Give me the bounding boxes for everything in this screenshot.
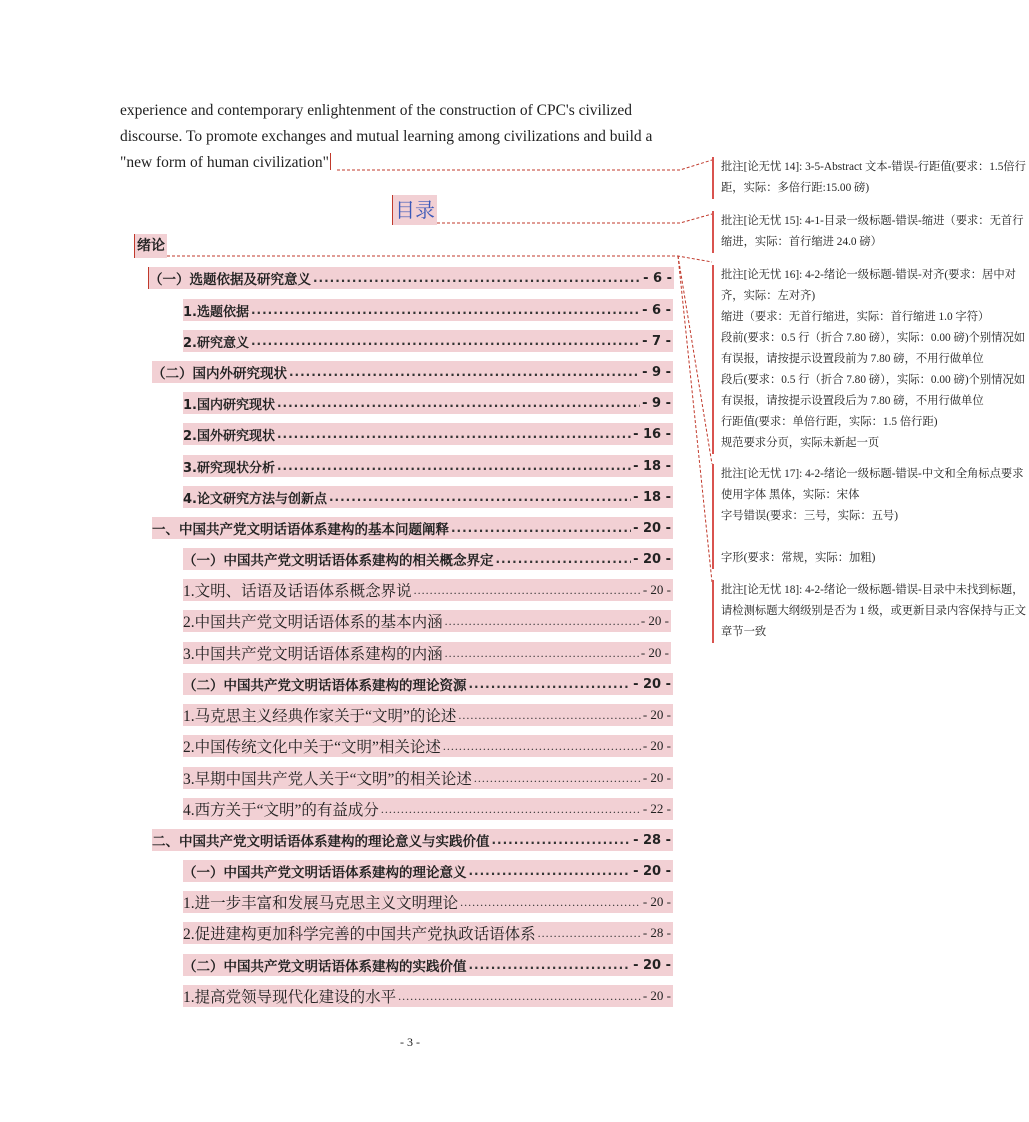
toc-entry-title: 3.中国共产党文明话语体系建构的内涵 <box>183 646 443 663</box>
toc-entry-page: - 20 - <box>642 770 671 785</box>
toc-entry-page: - 6 - <box>643 270 672 286</box>
toc-entry-page: - 28 - <box>642 925 671 940</box>
toc-entry-page: - 20 - <box>642 582 671 597</box>
toc-leader <box>251 334 640 348</box>
toc-entry-page: - 20 - <box>633 957 671 973</box>
toc-leader <box>445 646 639 661</box>
connector-17 <box>678 256 712 464</box>
toc-entry[interactable] <box>148 267 674 289</box>
toc-entry-title: （一）中国共产党文明话语体系建构的理论意义 <box>183 865 467 881</box>
toc-entry[interactable] <box>183 735 673 757</box>
toc-entry-page: - 28 - <box>633 832 671 848</box>
toc-leader <box>451 521 631 535</box>
toc-entry[interactable] <box>183 455 673 477</box>
toc-entry-title: 1.提高党领导现代化建设的水平 <box>183 989 397 1006</box>
toc-entry-title: 4.论文研究方法与创新点 <box>183 491 327 507</box>
toc-entry-title: （二）中国共产党文明话语体系建构的理论资源 <box>183 678 467 694</box>
toc-entry-page: - 7 - <box>642 333 671 349</box>
page-number: - 3 - <box>400 1035 420 1049</box>
toc-title[interactable]: 目录 <box>392 195 437 225</box>
comment-text: 字号错误(要求：三号，实际：五号) <box>721 510 898 522</box>
toc-entry-title: 一、中国共产党文明话语体系建构的基本问题阐释 <box>152 522 449 538</box>
toc-entry-page: - 20 - <box>633 863 671 879</box>
toc-entry-title: 2.研究意义 <box>183 335 249 351</box>
comment-text: 批注[论无忧 17]: 4-2-绪论一级标题-错误-中文和全角标点要求使用字体 黑体，实际：宋体 <box>721 468 1024 501</box>
comment-balloon-18[interactable] <box>712 580 1029 643</box>
toc-entry[interactable] <box>183 548 673 570</box>
comment-text: 批注[论无忧 14]: 3-5-Abstract 文本-错误-行距值(要求：1.5倍行距，实际：多倍行距:15.00 磅) <box>721 161 1026 194</box>
toc-entry-page: - 22 - <box>642 801 671 816</box>
comment-balloon-15[interactable] <box>712 211 1029 253</box>
toc-entry-title: （二）国内外研究现状 <box>152 366 287 382</box>
comment-text <box>721 527 1029 548</box>
toc-entry[interactable] <box>183 985 673 1007</box>
toc-leader <box>251 303 640 317</box>
comment-text: 批注[论无忧 18]: 4-2-绪论一级标题-错误-目录中未找到标题，请检测标题大纲级别是否为 1 级，或更新目录内容保持与正文章节一致 <box>721 584 1027 638</box>
toc-entry-title: 1.国内研究现状 <box>183 397 275 413</box>
toc-entry-title: （一）选题依据及研究意义 <box>149 272 311 288</box>
toc-entry[interactable] <box>183 891 673 913</box>
toc-entry[interactable] <box>183 860 673 882</box>
toc-leader <box>445 614 639 629</box>
comment-text: 批注[论无忧 15]: 4-1-目录一级标题-错误-缩进（要求：无首行缩进，实际：首行缩进 24.0 磅） <box>721 215 1024 248</box>
toc-entry-title: 二、中国共产党文明话语体系建构的理论意义与实践价值 <box>152 834 490 850</box>
comment-text: 规范要求分页，实际未新起一页 <box>721 437 880 449</box>
abstract-line: discourse. To promote exchanges and mutual learning among civilizations and build a <box>120 128 653 145</box>
toc-entry-title: 1.进一步丰富和发展马克思主义文明理论 <box>183 895 459 912</box>
connector-18 <box>678 256 712 582</box>
toc-entry-title: 2.中国传统文化中关于“文明”相关论述 <box>183 739 441 756</box>
comment-balloon-17[interactable] <box>712 464 1029 569</box>
toc-entry[interactable] <box>183 954 673 976</box>
toc-leader <box>329 490 631 504</box>
toc-entry-title: 3.早期中国共产党人关于“文明”的相关论述 <box>183 771 472 788</box>
comment-text: 段后(要求：0.5 行（折合 7.80 磅），实际：0.00 磅)个别情况如有误报，请按提示设置段后为 7.80 磅，不用行做单位 <box>721 374 1026 407</box>
toc-entry[interactable] <box>183 798 673 820</box>
toc-entry[interactable] <box>183 767 673 789</box>
toc-entry[interactable] <box>183 330 673 352</box>
toc-leader <box>277 459 631 473</box>
toc-entry[interactable] <box>183 392 673 414</box>
toc-entry-page: - 18 - <box>633 458 671 474</box>
toc-entry[interactable] <box>183 486 673 508</box>
abstract-line-text: "new form of human civilization" <box>120 154 329 171</box>
toc-leader <box>313 271 641 285</box>
toc-entry-page: - 20 - <box>642 707 671 722</box>
toc-entry-page: - 20 - <box>642 738 671 753</box>
toc-entry-page: - 20 - <box>642 988 671 1003</box>
toc-entry-title: 2.国外研究现状 <box>183 428 275 444</box>
toc-entry-page: - 9 - <box>642 395 671 411</box>
toc-leader <box>443 739 641 754</box>
toc-entry[interactable] <box>152 361 673 383</box>
xulun-heading[interactable]: 绪论 <box>134 234 167 258</box>
toc-entry-page: - 20 - <box>633 676 671 692</box>
toc-leader <box>277 427 631 441</box>
toc-entry[interactable] <box>183 704 673 726</box>
toc-leader <box>474 771 641 786</box>
toc-entry[interactable] <box>183 642 671 664</box>
toc-entry-title: 3.研究现状分析 <box>183 460 275 476</box>
toc-entry-page: - 20 - <box>642 894 671 909</box>
toc-entry-title: 2.促进建构更加科学完善的中国共产党执政话语体系 <box>183 926 536 943</box>
comment-text: 行距值(要求：单倍行距，实际：1.5 倍行距) <box>721 416 938 428</box>
toc-entry-page: - 9 - <box>642 364 671 380</box>
toc-entry-page: - 20 - <box>640 613 669 628</box>
toc-entry-page: - 18 - <box>633 489 671 505</box>
toc-entry[interactable] <box>183 922 673 944</box>
comment-balloon-14[interactable] <box>712 157 1029 199</box>
toc-entry-page: - 6 - <box>642 302 671 318</box>
toc-entry-title: 1.文明、话语及话语体系概念界说 <box>183 583 412 600</box>
toc-leader <box>469 864 632 878</box>
toc-entry[interactable] <box>152 517 673 539</box>
abstract-line: experience and contemporary enlightenment of the construction of CPC's civilized <box>120 102 632 119</box>
toc-leader <box>469 958 632 972</box>
toc-entry-title: （二）中国共产党文明话语体系建构的实践价值 <box>183 959 467 975</box>
toc-leader <box>381 802 641 817</box>
toc-leader <box>277 396 640 410</box>
toc-leader <box>496 552 632 566</box>
toc-entry-page: - 20 - <box>633 551 671 567</box>
toc-entry[interactable] <box>183 579 673 601</box>
toc-entry[interactable] <box>183 610 671 632</box>
toc-entry-title: 2.中国共产党文明话语体系的基本内涵 <box>183 614 443 631</box>
toc-entry[interactable] <box>183 423 673 445</box>
comment-anchor-14[interactable] <box>330 153 331 170</box>
comment-text: 字形(要求：常规，实际：加粗) <box>721 552 876 564</box>
comment-text: 段前(要求：0.5 行（折合 7.80 磅），实际：0.00 磅)个别情况如有误报，请按提示设置段前为 7.80 磅，不用行做单位 <box>721 332 1026 365</box>
toc-leader <box>414 583 641 598</box>
abstract-paragraph <box>120 98 690 176</box>
toc-entry[interactable] <box>183 673 673 695</box>
toc-leader <box>469 677 632 691</box>
toc-entry-title: 1.选题依据 <box>183 304 249 320</box>
comment-text: 缩进（要求：无首行缩进，实际：首行缩进 1.0 字符） <box>721 311 990 323</box>
toc-entry[interactable] <box>183 299 673 321</box>
connector-16 <box>162 256 712 262</box>
toc-entry-page: - 20 - <box>633 520 671 536</box>
toc-entry-page: - 16 - <box>633 426 671 442</box>
toc-leader <box>460 895 641 910</box>
toc-leader <box>538 926 641 941</box>
abstract-line <box>120 150 690 176</box>
comment-text: 批注[论无忧 16]: 4-2-绪论一级标题-错误-对齐(要求：居中对齐，实际：左对齐) <box>721 269 1016 302</box>
toc-entry-title: 1.马克思主义经典作家关于“文明”的论述 <box>183 708 457 725</box>
comment-balloon-16[interactable] <box>712 265 1029 454</box>
toc-leader <box>492 833 632 847</box>
toc-entry-page: - 20 - <box>640 645 669 660</box>
connector-15 <box>437 214 712 223</box>
toc-entry-title: 4.西方关于“文明”的有益成分 <box>183 802 379 819</box>
toc-leader <box>398 989 641 1004</box>
toc-leader <box>458 708 640 723</box>
toc-entry[interactable] <box>152 829 673 851</box>
toc-leader <box>289 365 640 379</box>
toc-entry-title: （一）中国共产党文明话语体系建构的相关概念界定 <box>183 553 494 569</box>
